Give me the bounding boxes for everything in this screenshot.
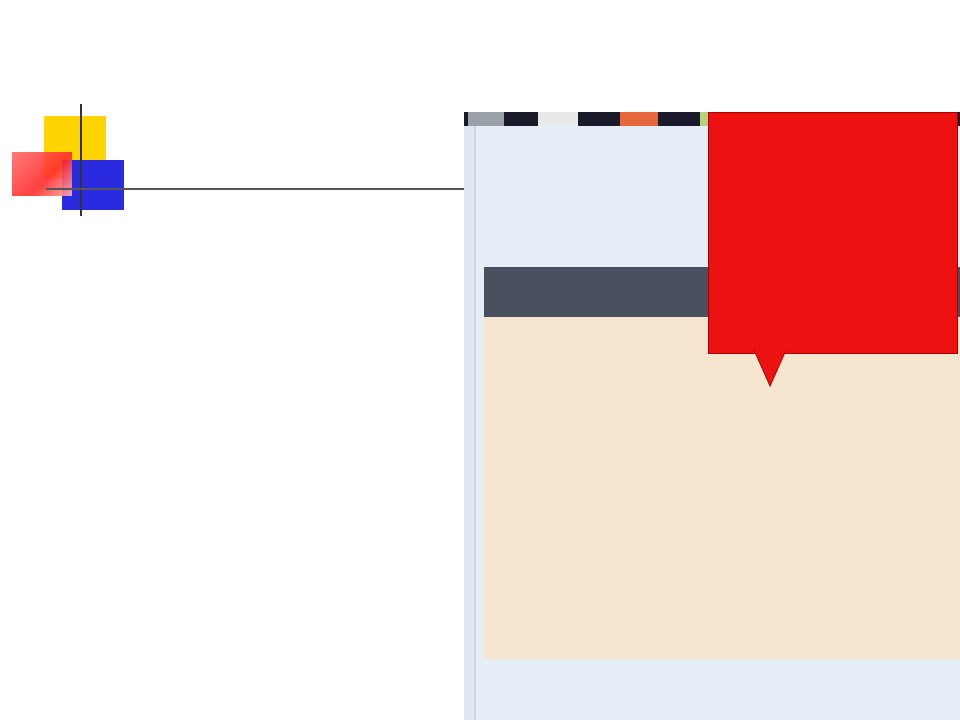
callout-box [708, 112, 958, 354]
image-tab [468, 112, 504, 126]
image-tab [538, 112, 578, 126]
image-tab [620, 112, 658, 126]
decor-vertical-line [80, 104, 82, 216]
decor-horizontal-line [46, 188, 466, 190]
callout-pointer [750, 350, 790, 390]
